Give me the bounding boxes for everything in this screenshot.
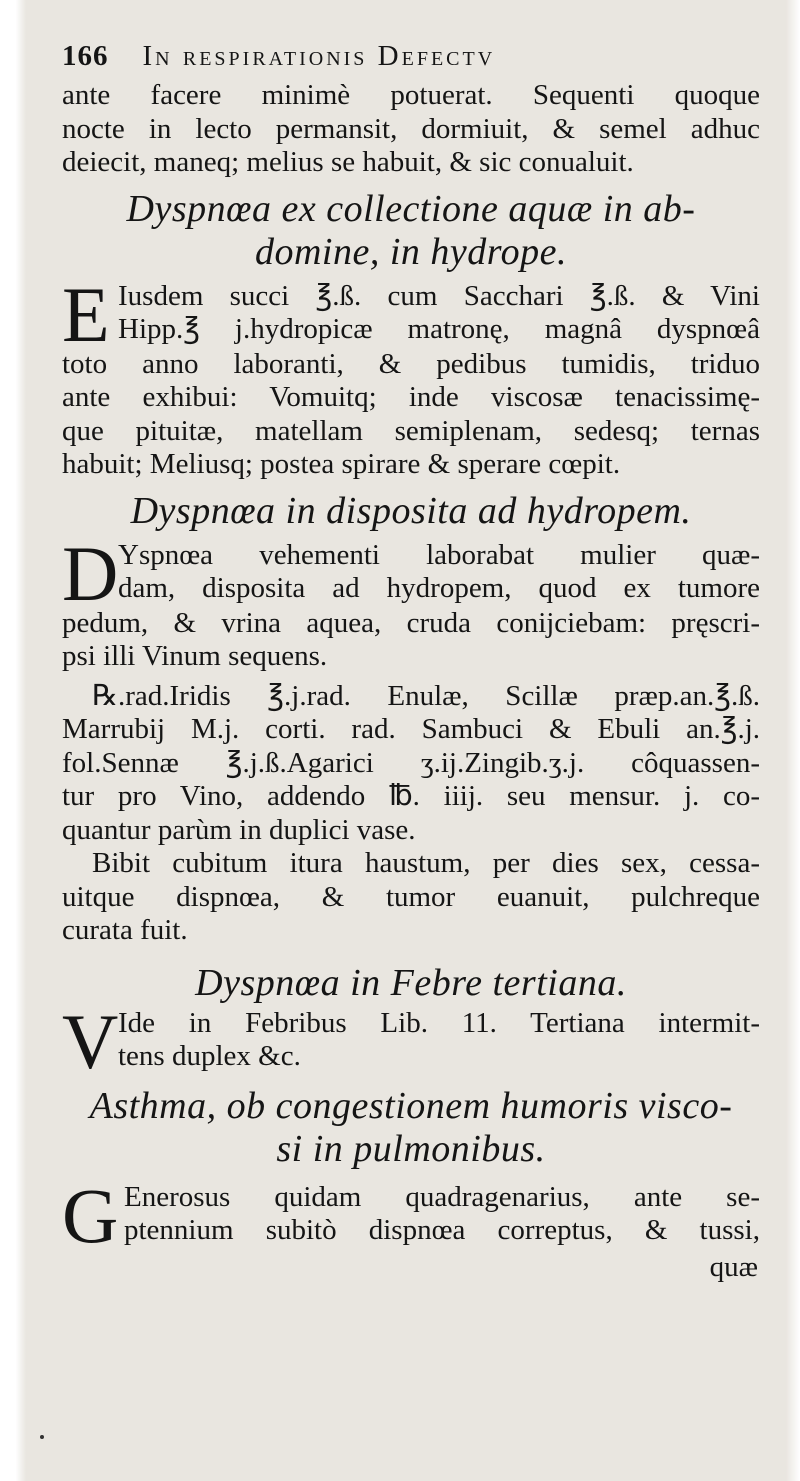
section-heading: Dyspnœa in Febre tertiana.: [195, 961, 627, 1004]
text-line: uitque dispnœa, & tumor euanuit, pulchreque: [62, 880, 760, 913]
section-heading: Dyspnœa in disposita ad hydropem.: [130, 489, 692, 532]
text-line: Iusdem succi ℥.ß. cum Sacchari ℥.ß. & Vini: [118, 279, 760, 312]
text-line: dam, disposita ad hydropem, quod ex tumore: [118, 572, 760, 604]
drop-cap-letter: V: [62, 997, 119, 1085]
text-line: ptennium subitò dispnœa correptus, & tussi,: [124, 1214, 760, 1246]
text-line: toto anno laboranti, & pedibus tumidis, triduo: [62, 347, 760, 380]
section-dyspnoea-febre: [62, 961, 760, 1085]
section-heading: domine, in hydrope.: [254, 230, 568, 273]
text-line: ante facere minimè potuerat. Sequenti quoque: [62, 79, 760, 111]
recipe-line: quantur parùm in duplici vase.: [62, 813, 416, 846]
drop-cap-paragraph: [62, 270, 760, 358]
drop-cap-paragraph: [62, 1171, 760, 1259]
text-line: tens duplex &c.: [118, 1040, 301, 1072]
text-line: habuit; Meliusq; postea spirare & sperare cœpit.: [62, 448, 621, 480]
text-line: psi illi Vinum sequens.: [62, 640, 328, 672]
drop-cap-letter: G: [62, 1171, 119, 1259]
drop-cap-letter: D: [62, 529, 119, 617]
running-title: In respirationis Defectv: [142, 40, 496, 72]
text-line: Enerosus quidam quadragenarius, ante se-: [124, 1180, 760, 1213]
text-line: ante exhibui: Vomuitq; inde viscosæ tenacissimę-: [62, 381, 760, 413]
continuation-paragraph: [62, 79, 760, 180]
recipe-line: Marrubij M.j. corti. rad. Sambuci & Ebuli an.℥.j.: [62, 713, 760, 745]
recipe-line: tur pro Vino, addendo ℔. iiij. seu mensur. j. co-: [62, 780, 760, 812]
text-line: Bibit cubitum itura haustum, per dies sex, cessa-: [92, 847, 760, 879]
section-heading: Dyspnœa ex collectione aquæ in ab-: [126, 187, 696, 230]
text-line: curata fuit.: [62, 914, 188, 946]
text-line: que pituitæ, matellam semiplenam, sedesq; ternas: [62, 414, 760, 447]
section-dyspnoea-hydrops: [62, 188, 760, 482]
section-dyspnoea-disposita: [62, 490, 760, 948]
recipe-line: ℞.rad.Iridis ℥.j.rad. Enulæ, Scillæ præp.an.℥.ß.: [92, 679, 760, 712]
section-heading: si in pulmonibus.: [276, 1127, 546, 1170]
catchword: quæ: [709, 1250, 758, 1283]
drop-cap-letter: E: [62, 270, 110, 358]
ink-speck: [40, 1435, 44, 1439]
recipe-block: [62, 680, 760, 848]
section-heading: Asthma, ob congestionem humoris visco-: [89, 1084, 733, 1127]
text-line: Hipp.℥ j.hydropicæ matronę, magnâ dyspnœâ: [118, 313, 760, 345]
text-line: nocte in lecto permansit, dormiuit, & semel adhuc: [62, 112, 760, 145]
section-asthma: [62, 1085, 760, 1285]
text-line: deiecit, maneq; melius se habuit, & sic conualuit.: [62, 146, 634, 178]
page-number: 166: [62, 40, 109, 72]
drop-cap-paragraph: [62, 997, 760, 1085]
text-line: Ide in Febribus Lib. 11. Tertiana intermit-: [118, 1006, 760, 1039]
text-line: pedum, & vrina aquea, cruda conijciebam: pręscri-: [62, 606, 760, 639]
recipe-line: fol.Sennæ ℥.j.ß.Agarici ʒ.ij.Zingib.ʒ.j. côquassen-: [62, 746, 760, 779]
text-line: Yspnœa vehementi laborabat mulier quæ-: [118, 538, 760, 571]
drop-cap-paragraph: [62, 529, 760, 617]
running-head: [62, 40, 760, 73]
